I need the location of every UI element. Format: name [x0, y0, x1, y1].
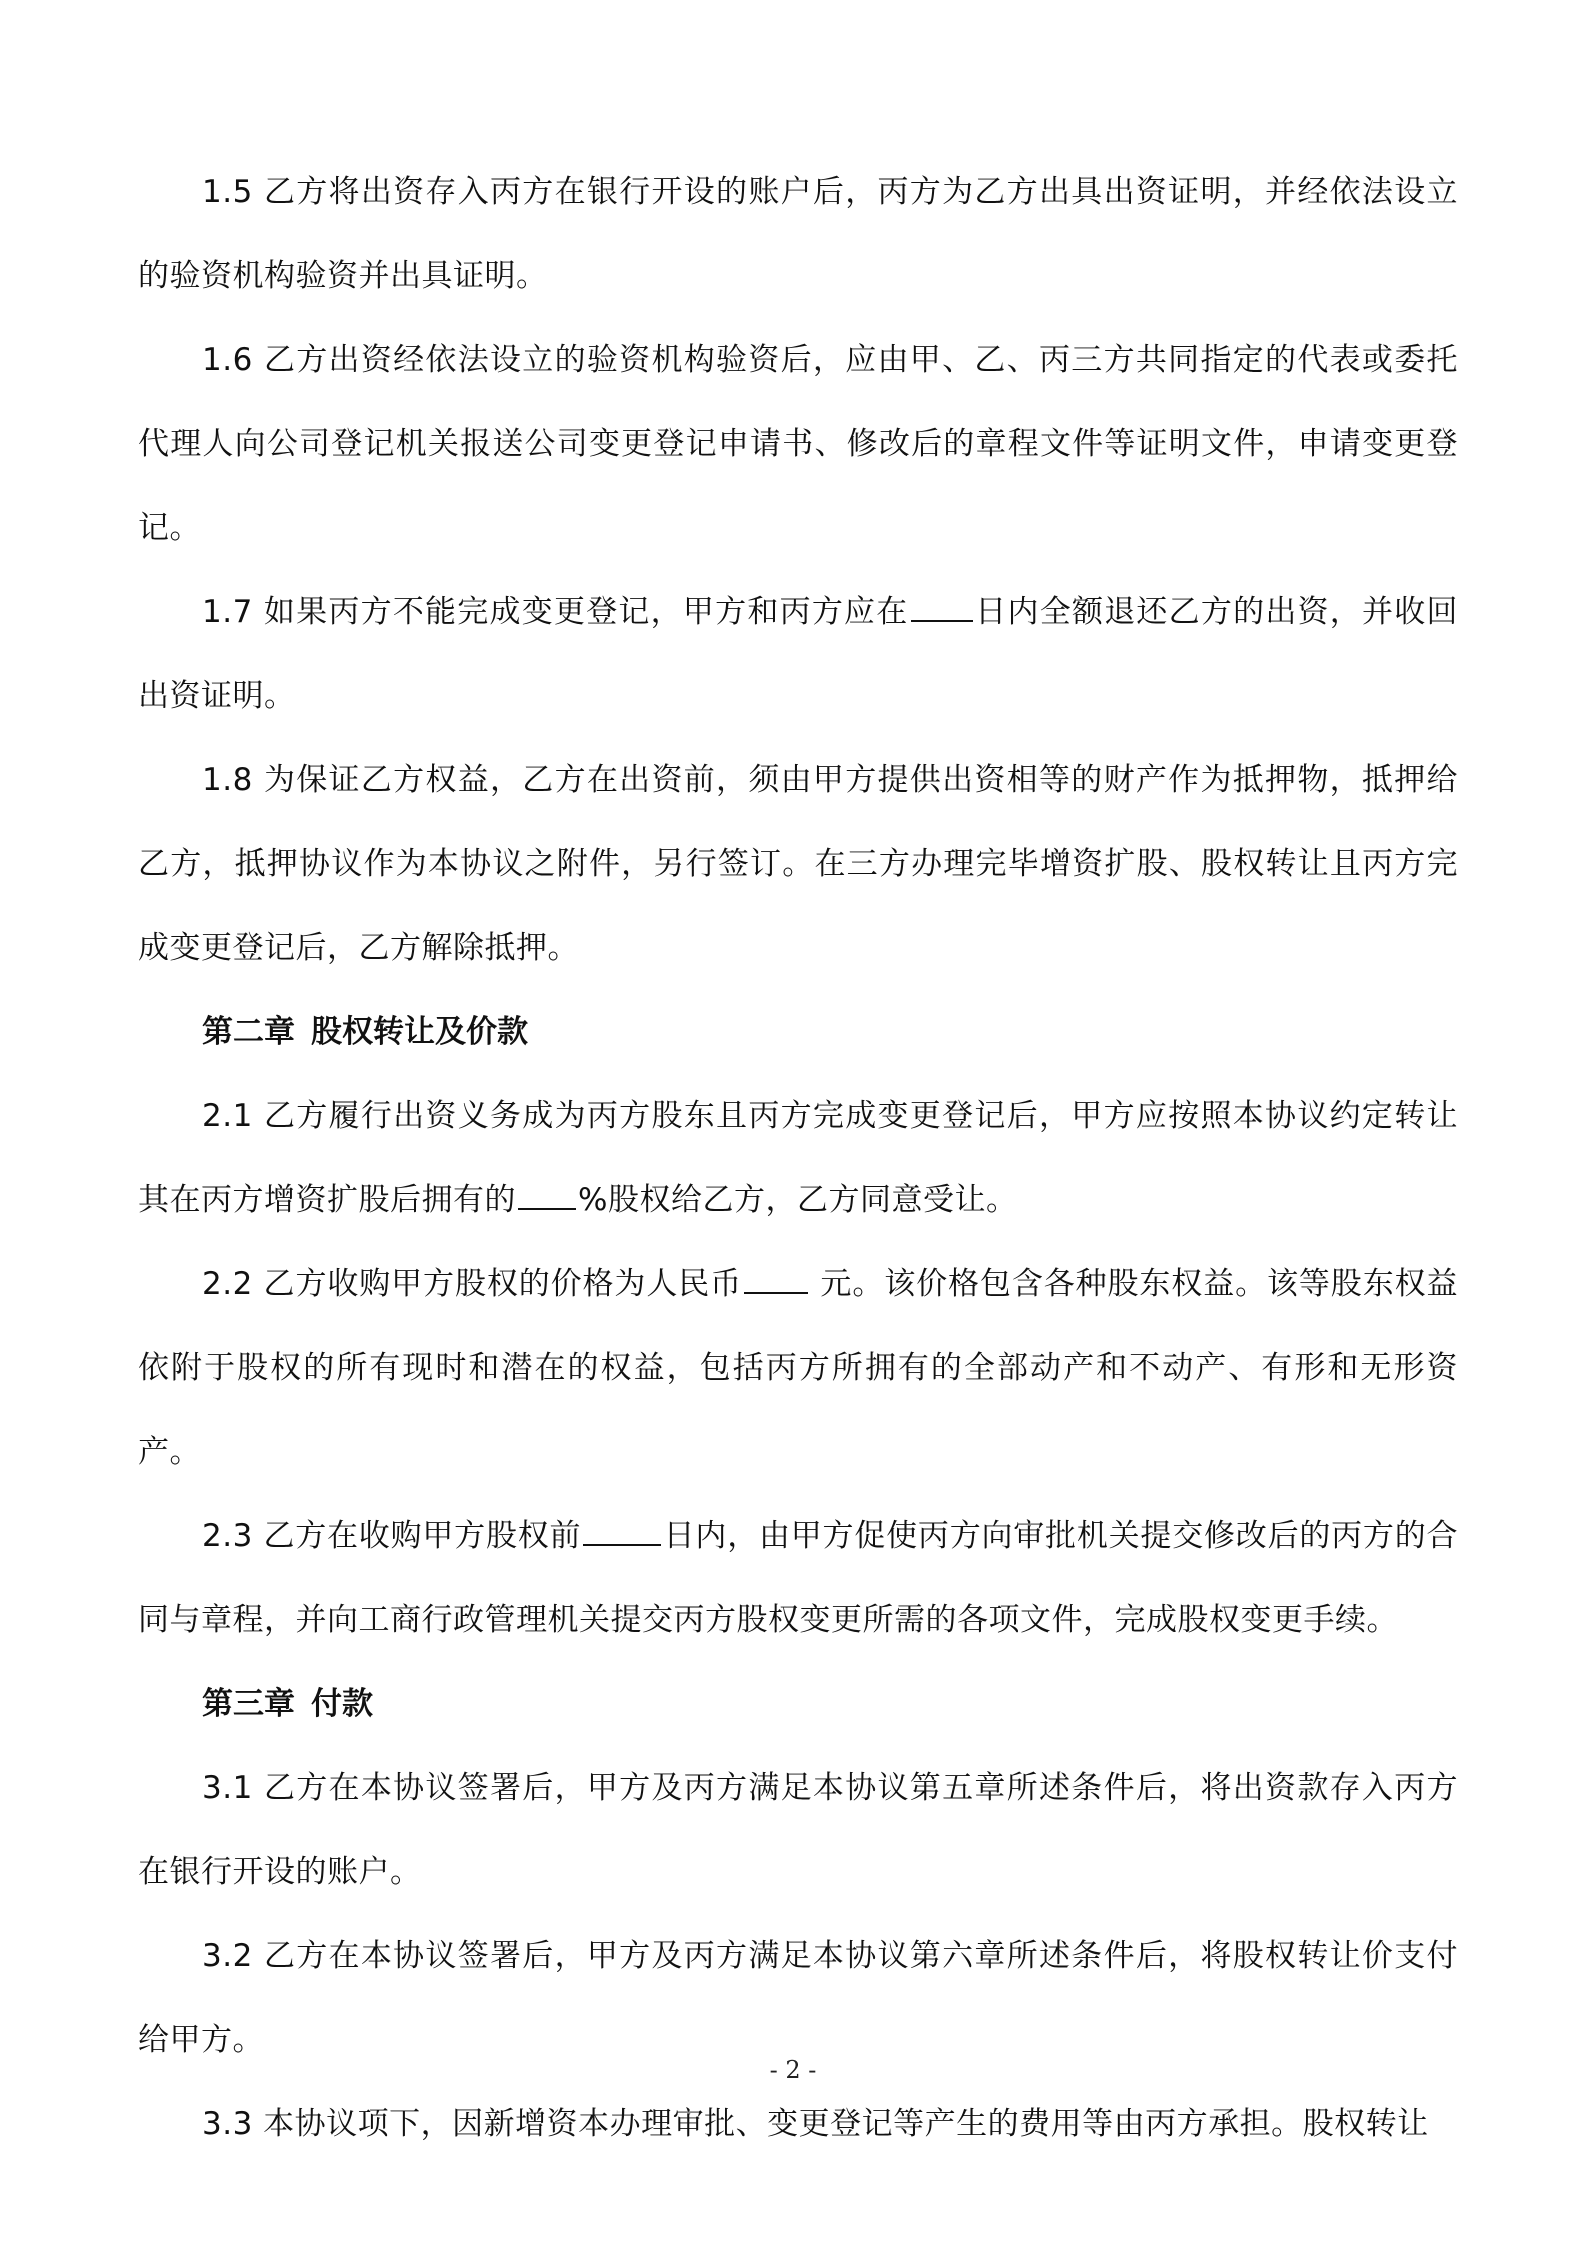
clause-2-1-text-b: %股权给乙方，乙方同意受让。: [578, 1182, 1018, 1218]
clause-2-2: [138, 1242, 1458, 1494]
chapter-3-number: 第三章: [202, 1686, 295, 1722]
chapter-3-heading: [138, 1662, 1458, 1746]
clause-2-1-text-a: 2.1 乙方履行出资义务成为丙方股东且丙方完成变更登记后，甲方应按照本协议约定转让其在丙方增资扩股后拥有的: [138, 1098, 1458, 1218]
chapter-2-number: 第二章: [202, 1014, 295, 1050]
days-blank: [911, 587, 973, 622]
clause-3-2: 3.2 乙方在本协议签署后，甲方及丙方满足本协议第六章所述条件后，将股权转让价支付给甲方。: [138, 1938, 1458, 2058]
clause-2-3-text-a: 2.3 乙方在收购甲方股权前: [202, 1518, 582, 1554]
clause-2-2-text-a: 2.2 乙方收购甲方股权的价格为人民币: [202, 1266, 743, 1302]
document-body: [138, 150, 1458, 2166]
clause-1-8: 1.8 为保证乙方权益，乙方在出资前，须由甲方提供出资相等的财产作为抵押物，抵押给乙方，抵押协议作为本协议之附件，另行签订。在三方办理完毕增资扩股、股权转让且丙方完成变更登记后，乙方解除抵押。: [138, 762, 1458, 966]
clause-3-3: 3.3 本协议项下，因新增资本办理审批、变更登记等产生的费用等由丙方承担。股权转让: [202, 2106, 1429, 2142]
chapter-3-title: 付款: [311, 1686, 373, 1722]
clause-1-7-text-b: 日内全额退还乙方的出资，并收回出资证明。: [138, 594, 1459, 714]
percent-blank: [518, 1175, 576, 1210]
pre-days-blank: [583, 1511, 661, 1546]
clause-1-7: [138, 570, 1458, 738]
page-number: - 2 -: [769, 2056, 817, 2084]
clause-1-7-text-a: 1.7 如果丙方不能完成变更登记，甲方和丙方应在: [202, 594, 909, 630]
clause-3-1: 3.1 乙方在本协议签署后，甲方及丙方满足本协议第五章所述条件后，将出资款存入丙方在银行开设的账户。: [138, 1770, 1458, 1890]
clause-1-5: 1.5 乙方将出资存入丙方在银行开设的账户后，丙方为乙方出具出资证明，并经依法设立的验资机构验资并出具证明。: [138, 174, 1458, 294]
clause-1-6: 1.6 乙方出资经依法设立的验资机构验资后，应由甲、乙、丙三方共同指定的代表或委托代理人向公司登记机关报送公司变更登记申请书、修改后的章程文件等证明文件，申请变更登记。: [138, 342, 1458, 546]
clause-2-3: [138, 1494, 1458, 1662]
chapter-2-heading: [138, 990, 1458, 1074]
chapter-2-title: 股权转让及价款: [311, 1014, 528, 1050]
clause-2-3-text-b: 日内，由甲方促使丙方向审批机关提交修改后的丙方的合同与章程，并向工商行政管理机关提交丙方股权变更所需的各项文件，完成股权变更手续。: [138, 1518, 1459, 1638]
clause-2-1: [138, 1074, 1458, 1242]
clause-2-2-text-b: 元。该价格包含各种股东权益。该等股东权益依附于股权的所有现时和潜在的权益，包括丙方所拥有的全部动产和不动产、有形和无形资产。: [138, 1266, 1458, 1470]
price-blank: [744, 1259, 808, 1294]
